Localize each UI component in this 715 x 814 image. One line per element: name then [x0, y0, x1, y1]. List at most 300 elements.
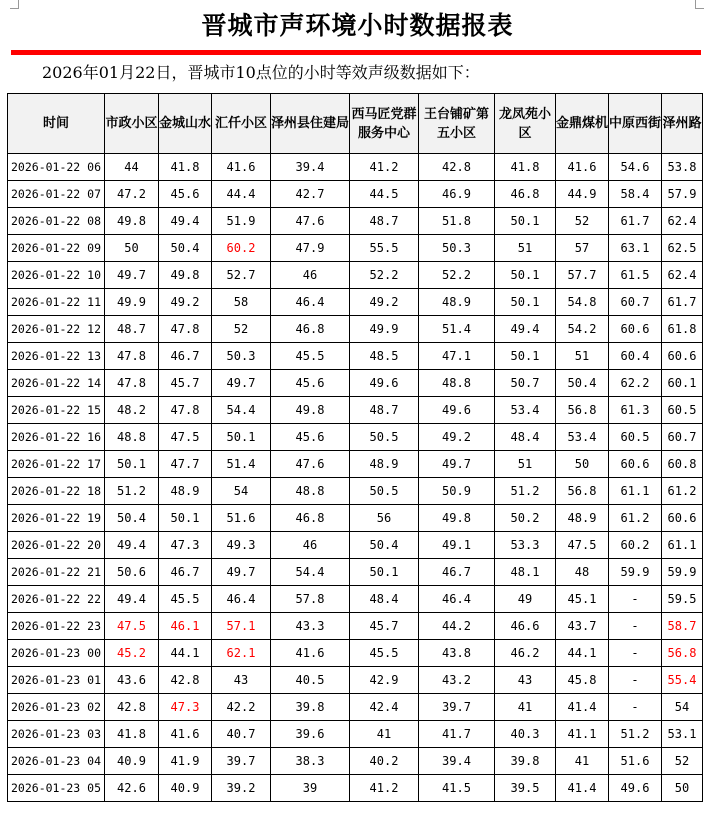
time-cell: 2026-01-22 13	[8, 343, 105, 370]
report-title: 晋城市声环境小时数据报表	[201, 11, 514, 40]
value-cell: 54.2	[556, 316, 609, 343]
value-cell: 42.6	[105, 775, 159, 802]
value-cell: 45.5	[350, 640, 419, 667]
value-cell: 42.8	[105, 694, 159, 721]
column-header-site: 金城山水	[159, 94, 212, 154]
value-cell: 49.2	[159, 289, 212, 316]
value-cell: 41.6	[159, 721, 212, 748]
time-cell: 2026-01-22 16	[8, 424, 105, 451]
value-cell: 47.7	[159, 451, 212, 478]
value-cell: 46.4	[271, 289, 350, 316]
value-cell: 46.7	[159, 559, 212, 586]
value-cell: 41.4	[556, 694, 609, 721]
value-cell: 43	[212, 667, 271, 694]
table-row	[8, 154, 703, 181]
value-cell: 44.9	[556, 181, 609, 208]
value-cell: 49.8	[271, 397, 350, 424]
table-row	[8, 397, 703, 424]
value-cell: 44	[105, 154, 159, 181]
value-cell: 40.7	[212, 721, 271, 748]
time-cell: 2026-01-22 09	[8, 235, 105, 262]
value-cell: 49.9	[350, 316, 419, 343]
value-cell: 60.6	[609, 451, 662, 478]
value-cell: 44.5	[350, 181, 419, 208]
value-cell: 51.8	[419, 208, 495, 235]
column-header-site: 金鼎煤机	[556, 94, 609, 154]
value-cell: 41	[495, 694, 556, 721]
value-cell: 39.6	[271, 721, 350, 748]
value-cell: 60.5	[609, 424, 662, 451]
value-cell: 41.7	[419, 721, 495, 748]
value-cell: -	[609, 613, 662, 640]
value-cell: 48.5	[350, 343, 419, 370]
value-cell: 43	[495, 667, 556, 694]
value-cell: 57	[556, 235, 609, 262]
value-cell: 41.4	[556, 775, 609, 802]
value-cell: 50	[556, 451, 609, 478]
column-header-time: 时间	[8, 94, 105, 154]
column-header-site: 龙凤苑小区	[495, 94, 556, 154]
value-cell: 49.7	[105, 262, 159, 289]
value-cell: 50.9	[419, 478, 495, 505]
value-cell: 52	[212, 316, 271, 343]
value-cell: 46.4	[212, 586, 271, 613]
table-row	[8, 208, 703, 235]
value-cell: 60.2	[609, 532, 662, 559]
value-cell: 49.6	[609, 775, 662, 802]
value-cell: 50.1	[495, 208, 556, 235]
value-cell: 61.2	[609, 505, 662, 532]
value-cell: 42.8	[419, 154, 495, 181]
value-cell: 61.7	[609, 208, 662, 235]
value-cell: 41.2	[350, 775, 419, 802]
column-header-site: 王台铺矿第五小区	[419, 94, 495, 154]
value-cell: 41	[350, 721, 419, 748]
value-cell: 41.6	[212, 154, 271, 181]
value-cell: 47.8	[105, 343, 159, 370]
value-cell: 48.4	[495, 424, 556, 451]
time-cell: 2026-01-22 20	[8, 532, 105, 559]
table-row	[8, 559, 703, 586]
value-cell: 46.8	[495, 181, 556, 208]
intro-text: 2026年01月22日，晋城市10点位的小时等效声级数据如下：	[42, 63, 480, 82]
value-cell: 43.2	[419, 667, 495, 694]
value-cell: 60.6	[609, 316, 662, 343]
value-cell: 48	[556, 559, 609, 586]
value-cell: 50.7	[495, 370, 556, 397]
value-cell: 60.4	[609, 343, 662, 370]
value-cell: 50.1	[212, 424, 271, 451]
value-cell: 44.1	[556, 640, 609, 667]
column-header-site: 汇仟小区	[212, 94, 271, 154]
value-cell: 50.5	[350, 424, 419, 451]
value-cell: 61.7	[662, 289, 703, 316]
value-cell: 50.5	[350, 478, 419, 505]
value-cell: 50	[105, 235, 159, 262]
table-row	[8, 235, 703, 262]
value-cell: 51.2	[105, 478, 159, 505]
value-cell: 45.7	[350, 613, 419, 640]
value-cell: 56.8	[556, 478, 609, 505]
value-cell: 53.8	[662, 154, 703, 181]
table-row	[8, 505, 703, 532]
value-cell: -	[609, 640, 662, 667]
value-cell: 60.7	[609, 289, 662, 316]
value-cell: 54	[212, 478, 271, 505]
value-cell: 47.8	[159, 397, 212, 424]
value-cell: 49.2	[350, 289, 419, 316]
value-cell: 41.8	[495, 154, 556, 181]
value-cell: 58	[212, 289, 271, 316]
value-cell: 49.8	[159, 262, 212, 289]
value-cell: 45.6	[159, 181, 212, 208]
value-cell: 53.3	[495, 532, 556, 559]
value-cell: -	[609, 586, 662, 613]
value-cell: -	[609, 667, 662, 694]
value-cell: 50.4	[159, 235, 212, 262]
value-cell: 52	[556, 208, 609, 235]
value-cell: 50.3	[212, 343, 271, 370]
value-cell: 43.6	[105, 667, 159, 694]
column-header-site: 泽州县住建局	[271, 94, 350, 154]
value-cell: 53.1	[662, 721, 703, 748]
value-cell: 49.9	[105, 289, 159, 316]
table-row	[8, 667, 703, 694]
value-cell: 45.6	[271, 370, 350, 397]
value-cell: 50.2	[495, 505, 556, 532]
value-cell: 50.1	[350, 559, 419, 586]
value-cell: 43.7	[556, 613, 609, 640]
value-cell: 50.1	[495, 343, 556, 370]
value-cell: 41.5	[419, 775, 495, 802]
value-cell: 63.1	[609, 235, 662, 262]
time-cell: 2026-01-22 21	[8, 559, 105, 586]
value-cell: 60.8	[662, 451, 703, 478]
value-cell: 55.5	[350, 235, 419, 262]
value-cell: 52	[662, 748, 703, 775]
value-cell: 56	[350, 505, 419, 532]
value-cell: 50.6	[105, 559, 159, 586]
value-cell: 49	[495, 586, 556, 613]
value-cell: 53.4	[495, 397, 556, 424]
time-cell: 2026-01-22 06	[8, 154, 105, 181]
value-cell: 61.2	[662, 478, 703, 505]
value-cell: 51.6	[609, 748, 662, 775]
value-cell: 49.8	[105, 208, 159, 235]
value-cell: 45.2	[105, 640, 159, 667]
column-header-site: 泽州路	[662, 94, 703, 154]
value-cell: 59.9	[609, 559, 662, 586]
value-cell: 46.8	[271, 316, 350, 343]
value-cell: 49.2	[419, 424, 495, 451]
table-row	[8, 586, 703, 613]
value-cell: 39.8	[271, 694, 350, 721]
column-header-site: 中原西街	[609, 94, 662, 154]
value-cell: 50.1	[159, 505, 212, 532]
value-cell: 47.3	[159, 532, 212, 559]
table-row	[8, 451, 703, 478]
value-cell: 59.9	[662, 559, 703, 586]
value-cell: 56.8	[662, 640, 703, 667]
value-cell: 47.5	[556, 532, 609, 559]
value-cell: 49.8	[419, 505, 495, 532]
value-cell: 39.4	[419, 748, 495, 775]
value-cell: 49.4	[159, 208, 212, 235]
time-cell: 2026-01-22 11	[8, 289, 105, 316]
value-cell: 41.1	[556, 721, 609, 748]
value-cell: 58.4	[609, 181, 662, 208]
value-cell: 50.4	[556, 370, 609, 397]
value-cell: 45.5	[271, 343, 350, 370]
value-cell: 41.2	[350, 154, 419, 181]
value-cell: 41.8	[159, 154, 212, 181]
value-cell: 48.1	[495, 559, 556, 586]
time-cell: 2026-01-23 03	[8, 721, 105, 748]
value-cell: 49.4	[495, 316, 556, 343]
value-cell: 46.1	[159, 613, 212, 640]
value-cell: 49.7	[419, 451, 495, 478]
value-cell: 48.9	[556, 505, 609, 532]
time-cell: 2026-01-23 00	[8, 640, 105, 667]
red-divider	[11, 50, 701, 55]
table-row	[8, 748, 703, 775]
value-cell: 50.1	[105, 451, 159, 478]
value-cell: 54.4	[271, 559, 350, 586]
value-cell: 42.4	[350, 694, 419, 721]
table-row	[8, 478, 703, 505]
value-cell: 51.4	[419, 316, 495, 343]
value-cell: 40.9	[105, 748, 159, 775]
value-cell: 45.1	[556, 586, 609, 613]
table-row	[8, 721, 703, 748]
value-cell: 42.2	[212, 694, 271, 721]
value-cell: 46.7	[419, 559, 495, 586]
value-cell: 57.7	[556, 262, 609, 289]
value-cell: 41	[556, 748, 609, 775]
time-cell: 2026-01-23 04	[8, 748, 105, 775]
table-row	[8, 343, 703, 370]
value-cell: 47.2	[105, 181, 159, 208]
value-cell: 42.7	[271, 181, 350, 208]
value-cell: 49.4	[105, 586, 159, 613]
value-cell: 46.9	[419, 181, 495, 208]
value-cell: 44.4	[212, 181, 271, 208]
table-row	[8, 694, 703, 721]
value-cell: 49.7	[212, 370, 271, 397]
value-cell: 56.8	[556, 397, 609, 424]
value-cell: 40.2	[350, 748, 419, 775]
value-cell: 45.6	[271, 424, 350, 451]
value-cell: 57.1	[212, 613, 271, 640]
table-row	[8, 424, 703, 451]
value-cell: 62.5	[662, 235, 703, 262]
value-cell: 51.9	[212, 208, 271, 235]
value-cell: 49.7	[212, 559, 271, 586]
value-cell: 49.6	[350, 370, 419, 397]
value-cell: 47.3	[159, 694, 212, 721]
value-cell: 45.5	[159, 586, 212, 613]
value-cell: 41.6	[556, 154, 609, 181]
value-cell: 55.4	[662, 667, 703, 694]
value-cell: 46.6	[495, 613, 556, 640]
value-cell: 45.7	[159, 370, 212, 397]
table-row	[8, 613, 703, 640]
value-cell: 51.2	[495, 478, 556, 505]
value-cell: 46.2	[495, 640, 556, 667]
value-cell: 51.6	[212, 505, 271, 532]
time-cell: 2026-01-22 12	[8, 316, 105, 343]
value-cell: 45.8	[556, 667, 609, 694]
value-cell: 50.4	[350, 532, 419, 559]
value-cell: 60.1	[662, 370, 703, 397]
value-cell: 60.5	[662, 397, 703, 424]
table-row	[8, 775, 703, 802]
value-cell: 52.2	[419, 262, 495, 289]
time-cell: 2026-01-22 23	[8, 613, 105, 640]
value-cell: 49.6	[419, 397, 495, 424]
value-cell: 59.5	[662, 586, 703, 613]
value-cell: 38.3	[271, 748, 350, 775]
value-cell: 62.1	[212, 640, 271, 667]
value-cell: 44.1	[159, 640, 212, 667]
value-cell: 61.1	[609, 478, 662, 505]
value-cell: 49.4	[105, 532, 159, 559]
value-cell: 61.5	[609, 262, 662, 289]
value-cell: 52.7	[212, 262, 271, 289]
table-row	[8, 640, 703, 667]
value-cell: 52.2	[350, 262, 419, 289]
value-cell: 42.8	[159, 667, 212, 694]
value-cell: 60.7	[662, 424, 703, 451]
value-cell: 62.4	[662, 262, 703, 289]
value-cell: 48.8	[419, 370, 495, 397]
value-cell: 47.5	[105, 613, 159, 640]
time-cell: 2026-01-22 18	[8, 478, 105, 505]
value-cell: 50.4	[105, 505, 159, 532]
value-cell: 47.9	[271, 235, 350, 262]
value-cell: 47.1	[419, 343, 495, 370]
value-cell: 40.5	[271, 667, 350, 694]
value-cell: 49.3	[212, 532, 271, 559]
value-cell: 51.4	[212, 451, 271, 478]
time-cell: 2026-01-22 07	[8, 181, 105, 208]
value-cell: 48.7	[350, 208, 419, 235]
value-cell: 50.1	[495, 262, 556, 289]
value-cell: 50.3	[419, 235, 495, 262]
value-cell: 48.9	[159, 478, 212, 505]
value-cell: 39.4	[271, 154, 350, 181]
value-cell: 57.9	[662, 181, 703, 208]
value-cell: 51	[495, 451, 556, 478]
value-cell: 43.3	[271, 613, 350, 640]
value-cell: 39	[271, 775, 350, 802]
value-cell: 41.8	[105, 721, 159, 748]
value-cell: 51.2	[609, 721, 662, 748]
table-row	[8, 181, 703, 208]
time-cell: 2026-01-22 15	[8, 397, 105, 424]
table-row	[8, 316, 703, 343]
value-cell: 61.8	[662, 316, 703, 343]
value-cell: 62.4	[662, 208, 703, 235]
value-cell: 43.8	[419, 640, 495, 667]
value-cell: 50	[662, 775, 703, 802]
value-cell: 48.8	[105, 424, 159, 451]
value-cell: 57.8	[271, 586, 350, 613]
table-row	[8, 532, 703, 559]
value-cell: 39.5	[495, 775, 556, 802]
value-cell: 39.7	[212, 748, 271, 775]
value-cell: 39.8	[495, 748, 556, 775]
value-cell: 48.7	[350, 397, 419, 424]
value-cell: 48.4	[350, 586, 419, 613]
value-cell: 47.6	[271, 208, 350, 235]
value-cell: 46.4	[419, 586, 495, 613]
value-cell: 46.8	[271, 505, 350, 532]
value-cell: -	[609, 694, 662, 721]
value-cell: 48.9	[419, 289, 495, 316]
time-cell: 2026-01-23 01	[8, 667, 105, 694]
column-header-site: 西马匠党群服务中心	[350, 94, 419, 154]
value-cell: 46	[271, 532, 350, 559]
value-cell: 48.2	[105, 397, 159, 424]
value-cell: 47.8	[105, 370, 159, 397]
value-cell: 60.6	[662, 505, 703, 532]
value-cell: 49.1	[419, 532, 495, 559]
value-cell: 54.6	[609, 154, 662, 181]
time-cell: 2026-01-23 02	[8, 694, 105, 721]
time-cell: 2026-01-22 14	[8, 370, 105, 397]
noise-data-table	[7, 93, 703, 802]
value-cell: 60.6	[662, 343, 703, 370]
time-cell: 2026-01-22 08	[8, 208, 105, 235]
value-cell: 51	[556, 343, 609, 370]
value-cell: 48.9	[350, 451, 419, 478]
value-cell: 41.6	[271, 640, 350, 667]
time-cell: 2026-01-23 05	[8, 775, 105, 802]
value-cell: 46.7	[159, 343, 212, 370]
value-cell: 54.4	[212, 397, 271, 424]
value-cell: 50.1	[495, 289, 556, 316]
time-cell: 2026-01-22 17	[8, 451, 105, 478]
value-cell: 46	[271, 262, 350, 289]
value-cell: 39.2	[212, 775, 271, 802]
value-cell: 47.5	[159, 424, 212, 451]
value-cell: 61.1	[662, 532, 703, 559]
table-row	[8, 262, 703, 289]
value-cell: 47.6	[271, 451, 350, 478]
value-cell: 48.8	[271, 478, 350, 505]
value-cell: 62.2	[609, 370, 662, 397]
value-cell: 60.2	[212, 235, 271, 262]
time-cell: 2026-01-22 19	[8, 505, 105, 532]
time-cell: 2026-01-22 22	[8, 586, 105, 613]
value-cell: 41.9	[159, 748, 212, 775]
table-row	[8, 370, 703, 397]
value-cell: 44.2	[419, 613, 495, 640]
value-cell: 40.9	[159, 775, 212, 802]
value-cell: 53.4	[556, 424, 609, 451]
table-header-row	[8, 94, 703, 154]
time-cell: 2026-01-22 10	[8, 262, 105, 289]
value-cell: 54	[662, 694, 703, 721]
value-cell: 42.9	[350, 667, 419, 694]
value-cell: 48.7	[105, 316, 159, 343]
column-header-site: 市政小区	[105, 94, 159, 154]
value-cell: 40.3	[495, 721, 556, 748]
value-cell: 54.8	[556, 289, 609, 316]
value-cell: 51	[495, 235, 556, 262]
value-cell: 47.8	[159, 316, 212, 343]
